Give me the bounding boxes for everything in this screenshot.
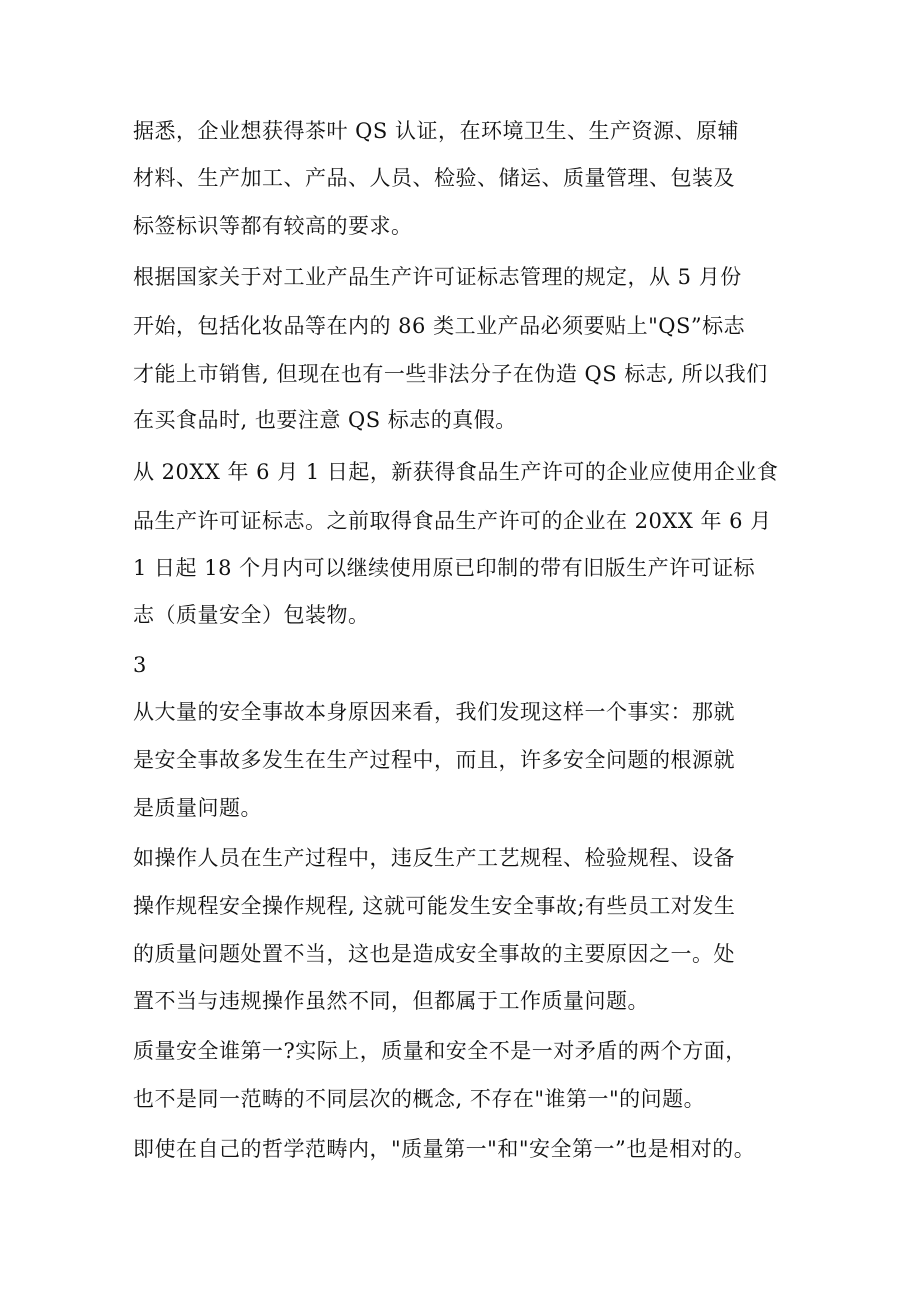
paragraph-1-line-1: 据悉，企业想获得茶叶 QS 认证，在环境卫生、生产资源、原辅 [133,119,739,143]
paragraph-3-line-2: 品生产许可证标志。之前取得食品生产许可的企业在 20XX 年 6 月 [133,509,772,533]
paragraph-4-line-3: 是质量问题。 [133,796,262,820]
paragraph-5-line-2: 操作规程安全操作规程, 这就可能发生安全事故;有些员工对发生 [133,894,736,918]
paragraph-5-line-4: 置不当与违规操作虽然不同，但都属于工作质量问题。 [133,989,649,1013]
paragraph-1-line-3: 标签标识等都有较高的要求。 [133,214,413,238]
section-number: 3 [133,653,147,677]
paragraph-3-line-4: 志（质量安全）包装物。 [133,603,370,627]
paragraph-2-line-1: 根据国家关于对工业产品生产许可证标志管理的规定，从 5 月份 [133,265,742,289]
paragraph-1-line-2: 材料、生产加工、产品、人员、检验、储运、质量管理、包装及 [133,166,735,190]
paragraph-7-line-1: 即使在自己的哲学范畴内，"质量第一"和"安全第一”也是相对的。 [133,1137,756,1161]
paragraph-5-line-3: 的质量问题处置不当，这也是造成安全事故的主要原因之一。处 [133,942,735,966]
paragraph-6-line-2: 也不是同一范畴的不同层次的概念, 不存在"谁第一"的问题。 [133,1087,706,1111]
paragraph-2-line-2: 开始，包括化妆品等在内的 86 类工业产品必须要贴上"QS”标志 [133,314,746,338]
paragraph-6-line-1: 质量安全谁第一?实际上，质量和安全不是一对矛盾的两个方面， [133,1039,747,1063]
paragraph-2-line-4: 在买食品时, 也要注意 QS 标志的真假。 [133,408,517,432]
paragraph-5-line-1: 如操作人员在生产过程中，违反生产工艺规程、检验规程、设备 [133,846,735,870]
paragraph-2-line-3: 才能上市销售, 但现在也有一些非法分子在伪造 QS 标志, 所以我们 [133,362,768,386]
paragraph-4-line-1: 从大量的安全事故本身原因来看，我们发现这样一个事实：那就 [133,700,735,724]
paragraph-3-line-1: 从 20XX 年 6 月 1 日起，新获得食品生产许可的企业应使用企业食 [133,460,779,484]
paragraph-3-line-3: 1 日起 18 个月内可以继续使用原已印制的带有旧版生产许可证标 [133,556,756,580]
paragraph-4-line-2: 是安全事故多发生在生产过程中，而且，许多安全问题的根源就 [133,748,735,772]
